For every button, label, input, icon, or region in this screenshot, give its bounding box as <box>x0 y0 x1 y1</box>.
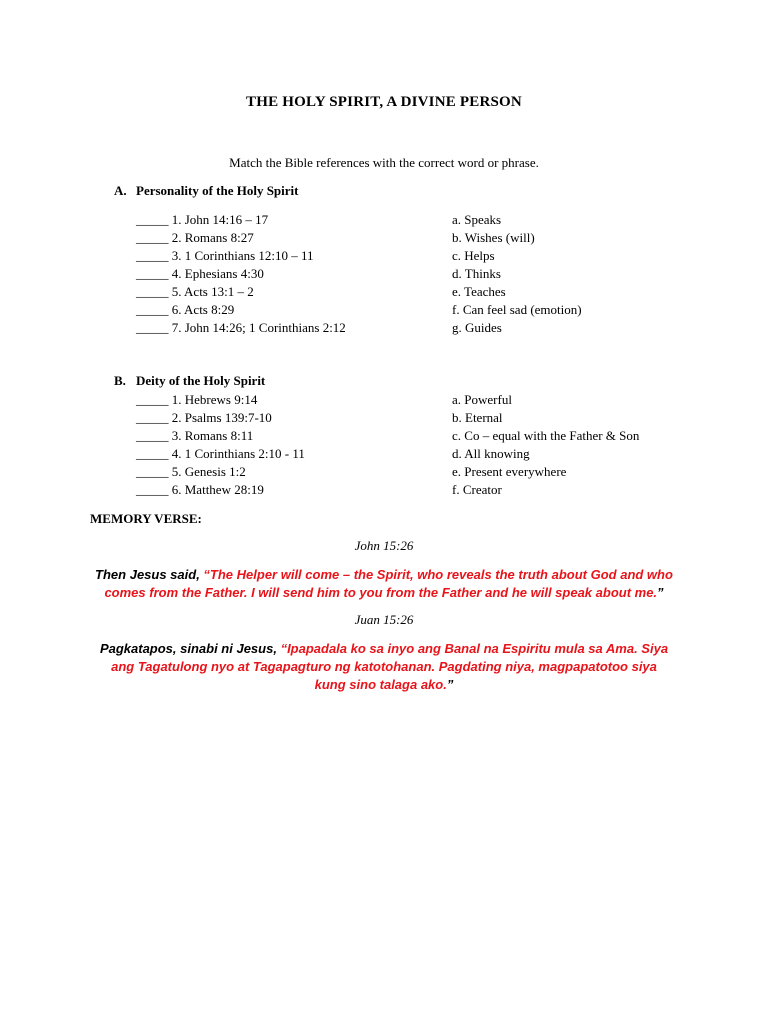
answer-option: d. Thinks <box>452 266 501 281</box>
answer-option: a. Speaks <box>452 212 502 227</box>
reference-item: _____ 3. 1 Corinthians 12:10 – 11 <box>136 248 314 263</box>
answer-option: b. Eternal <box>452 410 503 425</box>
memory-verse-label: MEMORY VERSE: <box>90 511 202 526</box>
section-b-title: Deity of the Holy Spirit <box>136 373 266 388</box>
verse-quote: The Helper will come – the Spirit, who reveals the truth about God and who comes from the Father. I will send him to you from the Father and he will speak about me. <box>104 567 673 600</box>
reference-item: _____ 3. Romans 8:11 <box>136 428 254 443</box>
list-item <box>136 229 696 247</box>
verse-intro: Then Jesus said, <box>95 567 204 582</box>
reference-item: _____ 4. Ephesians 4:30 <box>136 266 264 281</box>
answer-option: g. Guides <box>452 320 502 335</box>
reference-item: _____ 2. Psalms 139:7-10 <box>136 410 272 425</box>
list-item <box>136 409 696 427</box>
section-a-letter: A. <box>114 183 127 198</box>
list-item <box>136 481 696 499</box>
reference-item: _____ 4. 1 Corinthians 2:10 - 11 <box>136 446 305 461</box>
answer-option: e. Present everywhere <box>452 464 567 479</box>
section-a-list <box>136 211 696 337</box>
memory-verse-tagalog <box>95 640 673 694</box>
list-item <box>136 301 696 319</box>
list-item <box>136 445 696 463</box>
reference-item: _____ 5. Acts 13:1 – 2 <box>136 284 254 299</box>
verse-quote: Ipapadala ko sa inyo ang Banal na Espiritu mula sa Ama. Siya ang Tagatulong nyo at Tagapagturo ng katotohanan. Pagdating niya, magpapatotoo siya kung sino talaga ako. <box>111 641 669 692</box>
list-item <box>136 391 696 409</box>
reference-item: _____ 6. Matthew 28:19 <box>136 482 264 497</box>
reference-item: _____ 7. John 14:26; 1 Corinthians 2:12 <box>136 320 346 335</box>
reference-item: _____ 5. Genesis 1:2 <box>136 464 246 479</box>
page-title: THE HOLY SPIRIT, A DIVINE PERSON <box>246 94 522 110</box>
section-a-heading <box>114 183 299 199</box>
section-b-letter: B. <box>114 373 126 388</box>
answer-option: c. Helps <box>452 248 495 263</box>
reference-item: _____ 2. Romans 8:27 <box>136 230 254 245</box>
reference-item: _____ 1. John 14:16 – 17 <box>136 212 269 227</box>
answer-option: f. Can feel sad (emotion) <box>452 302 582 317</box>
list-item <box>136 427 696 445</box>
verse-quote-mark: ” <box>446 677 454 692</box>
list-item <box>136 283 696 301</box>
reference-item: _____ 6. Acts 8:29 <box>136 302 235 317</box>
verse-reference-english: John 15:26 <box>354 538 414 553</box>
section-b-list <box>136 391 696 499</box>
memory-verse-english <box>95 566 673 602</box>
verse-reference-tagalog: Juan 15:26 <box>354 612 414 627</box>
answer-option: a. Powerful <box>452 392 512 407</box>
answer-option: e. Teaches <box>452 284 506 299</box>
section-b-heading <box>114 373 265 389</box>
verse-quote-mark: ” <box>657 585 664 600</box>
answer-option: d. All knowing <box>452 446 530 461</box>
answer-option: b. Wishes (will) <box>452 230 535 245</box>
list-item <box>136 211 696 229</box>
verse-quote-mark: “ <box>203 567 210 582</box>
list-item <box>136 319 696 337</box>
reference-item: _____ 1. Hebrews 9:14 <box>136 392 258 407</box>
section-a-title: Personality of the Holy Spirit <box>136 183 299 198</box>
answer-option: c. Co – equal with the Father & Son <box>452 428 640 443</box>
instruction-text: Match the Bible references with the correct word or phrase. <box>229 155 539 170</box>
verse-intro: Pagkatapos, sinabi ni Jesus, <box>99 641 281 656</box>
list-item <box>136 247 696 265</box>
answer-option: f. Creator <box>452 482 502 497</box>
list-item <box>136 265 696 283</box>
verse-quote-mark: “ <box>280 641 288 656</box>
list-item <box>136 463 696 481</box>
